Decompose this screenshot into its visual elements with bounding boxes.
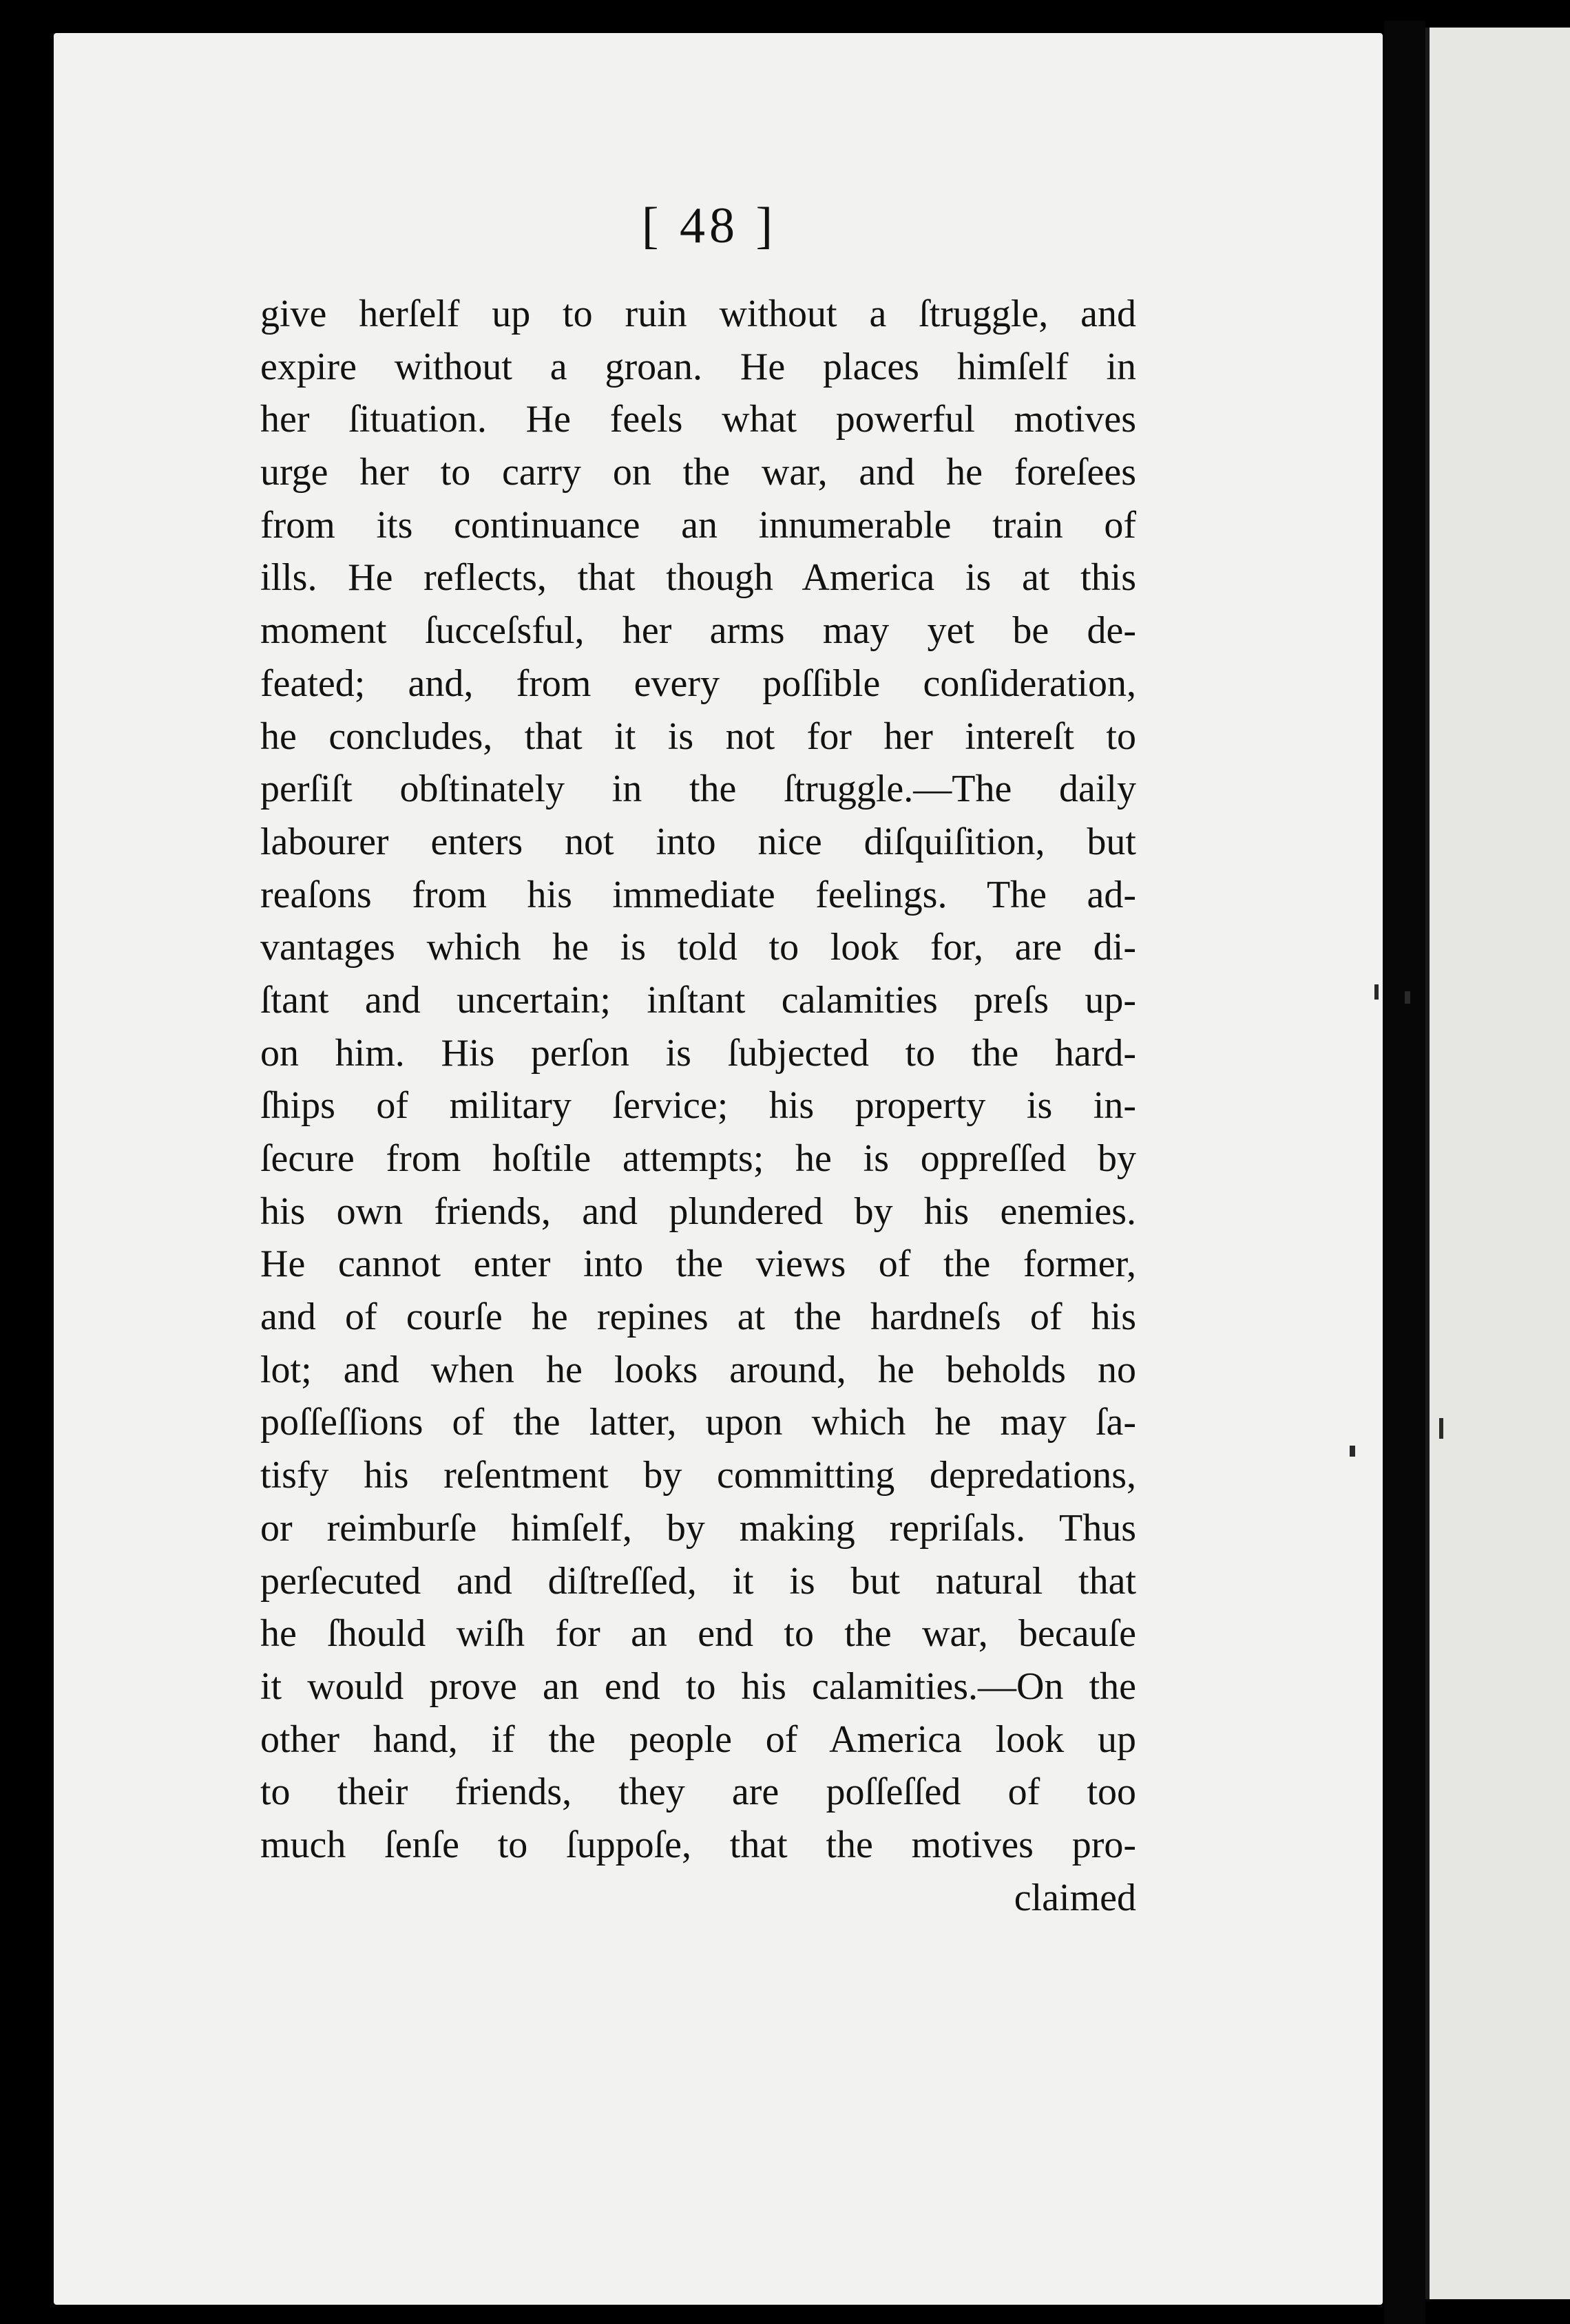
- text-line: and of courſe he repines at the hardneſs of his: [260, 1296, 1136, 1339]
- text-line: reaſons from his immediate feelings. The ad-: [260, 873, 1136, 916]
- text-line: he concludes, that it is not for her intereſt to: [260, 715, 1136, 758]
- text-line: ſtant and uncertain; inſtant calamities preſs up-: [260, 978, 1136, 1022]
- text-line: expire without a groan. He places himſelf in: [260, 345, 1136, 388]
- text-line: lot; and when he looks around, he beholds no: [260, 1348, 1136, 1391]
- text-line: he ſhould wiſh for an end to the war, becauſe: [260, 1612, 1136, 1656]
- text-line: vantages which he is told to look for, are di-: [260, 926, 1136, 969]
- page-number: [ 48 ]: [641, 198, 777, 254]
- text-line: give herſelf up to ruin without a ſtruggle, and: [260, 293, 1136, 335]
- scan-speck: [1374, 984, 1379, 1000]
- text-line: much ſenſe to ſuppoſe, that the motives pro-: [260, 1823, 1136, 1866]
- text-line: or reimburſe himſelf, by making repriſals. Thus: [260, 1506, 1136, 1550]
- text-line: on him. His perſon is ſubjected to the hard-: [260, 1031, 1136, 1075]
- text-line: labourer enters not into nice diſquiſition, but: [260, 820, 1136, 863]
- body-text: [260, 288, 1136, 1924]
- book-gutter: [1384, 21, 1425, 2324]
- text-line: from its continuance an innumerable train of: [260, 503, 1136, 547]
- scan-speck: [1439, 1418, 1443, 1439]
- catchword: claimed: [1014, 1876, 1136, 1919]
- text-line: to their friends, they are poſſeſſed of too: [260, 1771, 1136, 1814]
- text-line: He cannot enter into the views of the former,: [260, 1243, 1136, 1286]
- scan-speck: [1405, 991, 1410, 1004]
- text-line: ſecure from hoſtile attempts; he is oppreſſed by: [260, 1137, 1136, 1180]
- facing-page-edge: [1425, 28, 1570, 2299]
- text-line: it would prove an end to his calamities.—On the: [260, 1665, 1136, 1708]
- text-line: her ſituation. He feels what powerful motives: [260, 398, 1136, 441]
- text-line: poſſeſſions of the latter, upon which he may ſa-: [260, 1401, 1136, 1444]
- text-line: feated; and, from every poſſible conſideration,: [260, 662, 1136, 705]
- text-line: other hand, if the people of America look up: [260, 1718, 1136, 1761]
- text-line: ills. He reflects, that though America is at this: [260, 556, 1136, 600]
- scan-speck: [1350, 1446, 1355, 1457]
- text-line: urge her to carry on the war, and he foreſees: [260, 451, 1136, 494]
- text-line: perſecuted and diſtreſſed, it is but natural that: [260, 1559, 1136, 1603]
- text-line: moment ſucceſsful, her arms may yet be de-: [260, 609, 1136, 653]
- text-line: his own friends, and plundered by his enemies.: [260, 1190, 1136, 1233]
- text-line: tisfy his reſentment by committing depredations,: [260, 1454, 1136, 1497]
- facing-page-border: [1425, 28, 1430, 2299]
- text-line: perſiſt obſtinately in the ſtruggle.—The daily: [260, 768, 1136, 811]
- text-line: ſhips of military ſervice; his property is in-: [260, 1084, 1136, 1128]
